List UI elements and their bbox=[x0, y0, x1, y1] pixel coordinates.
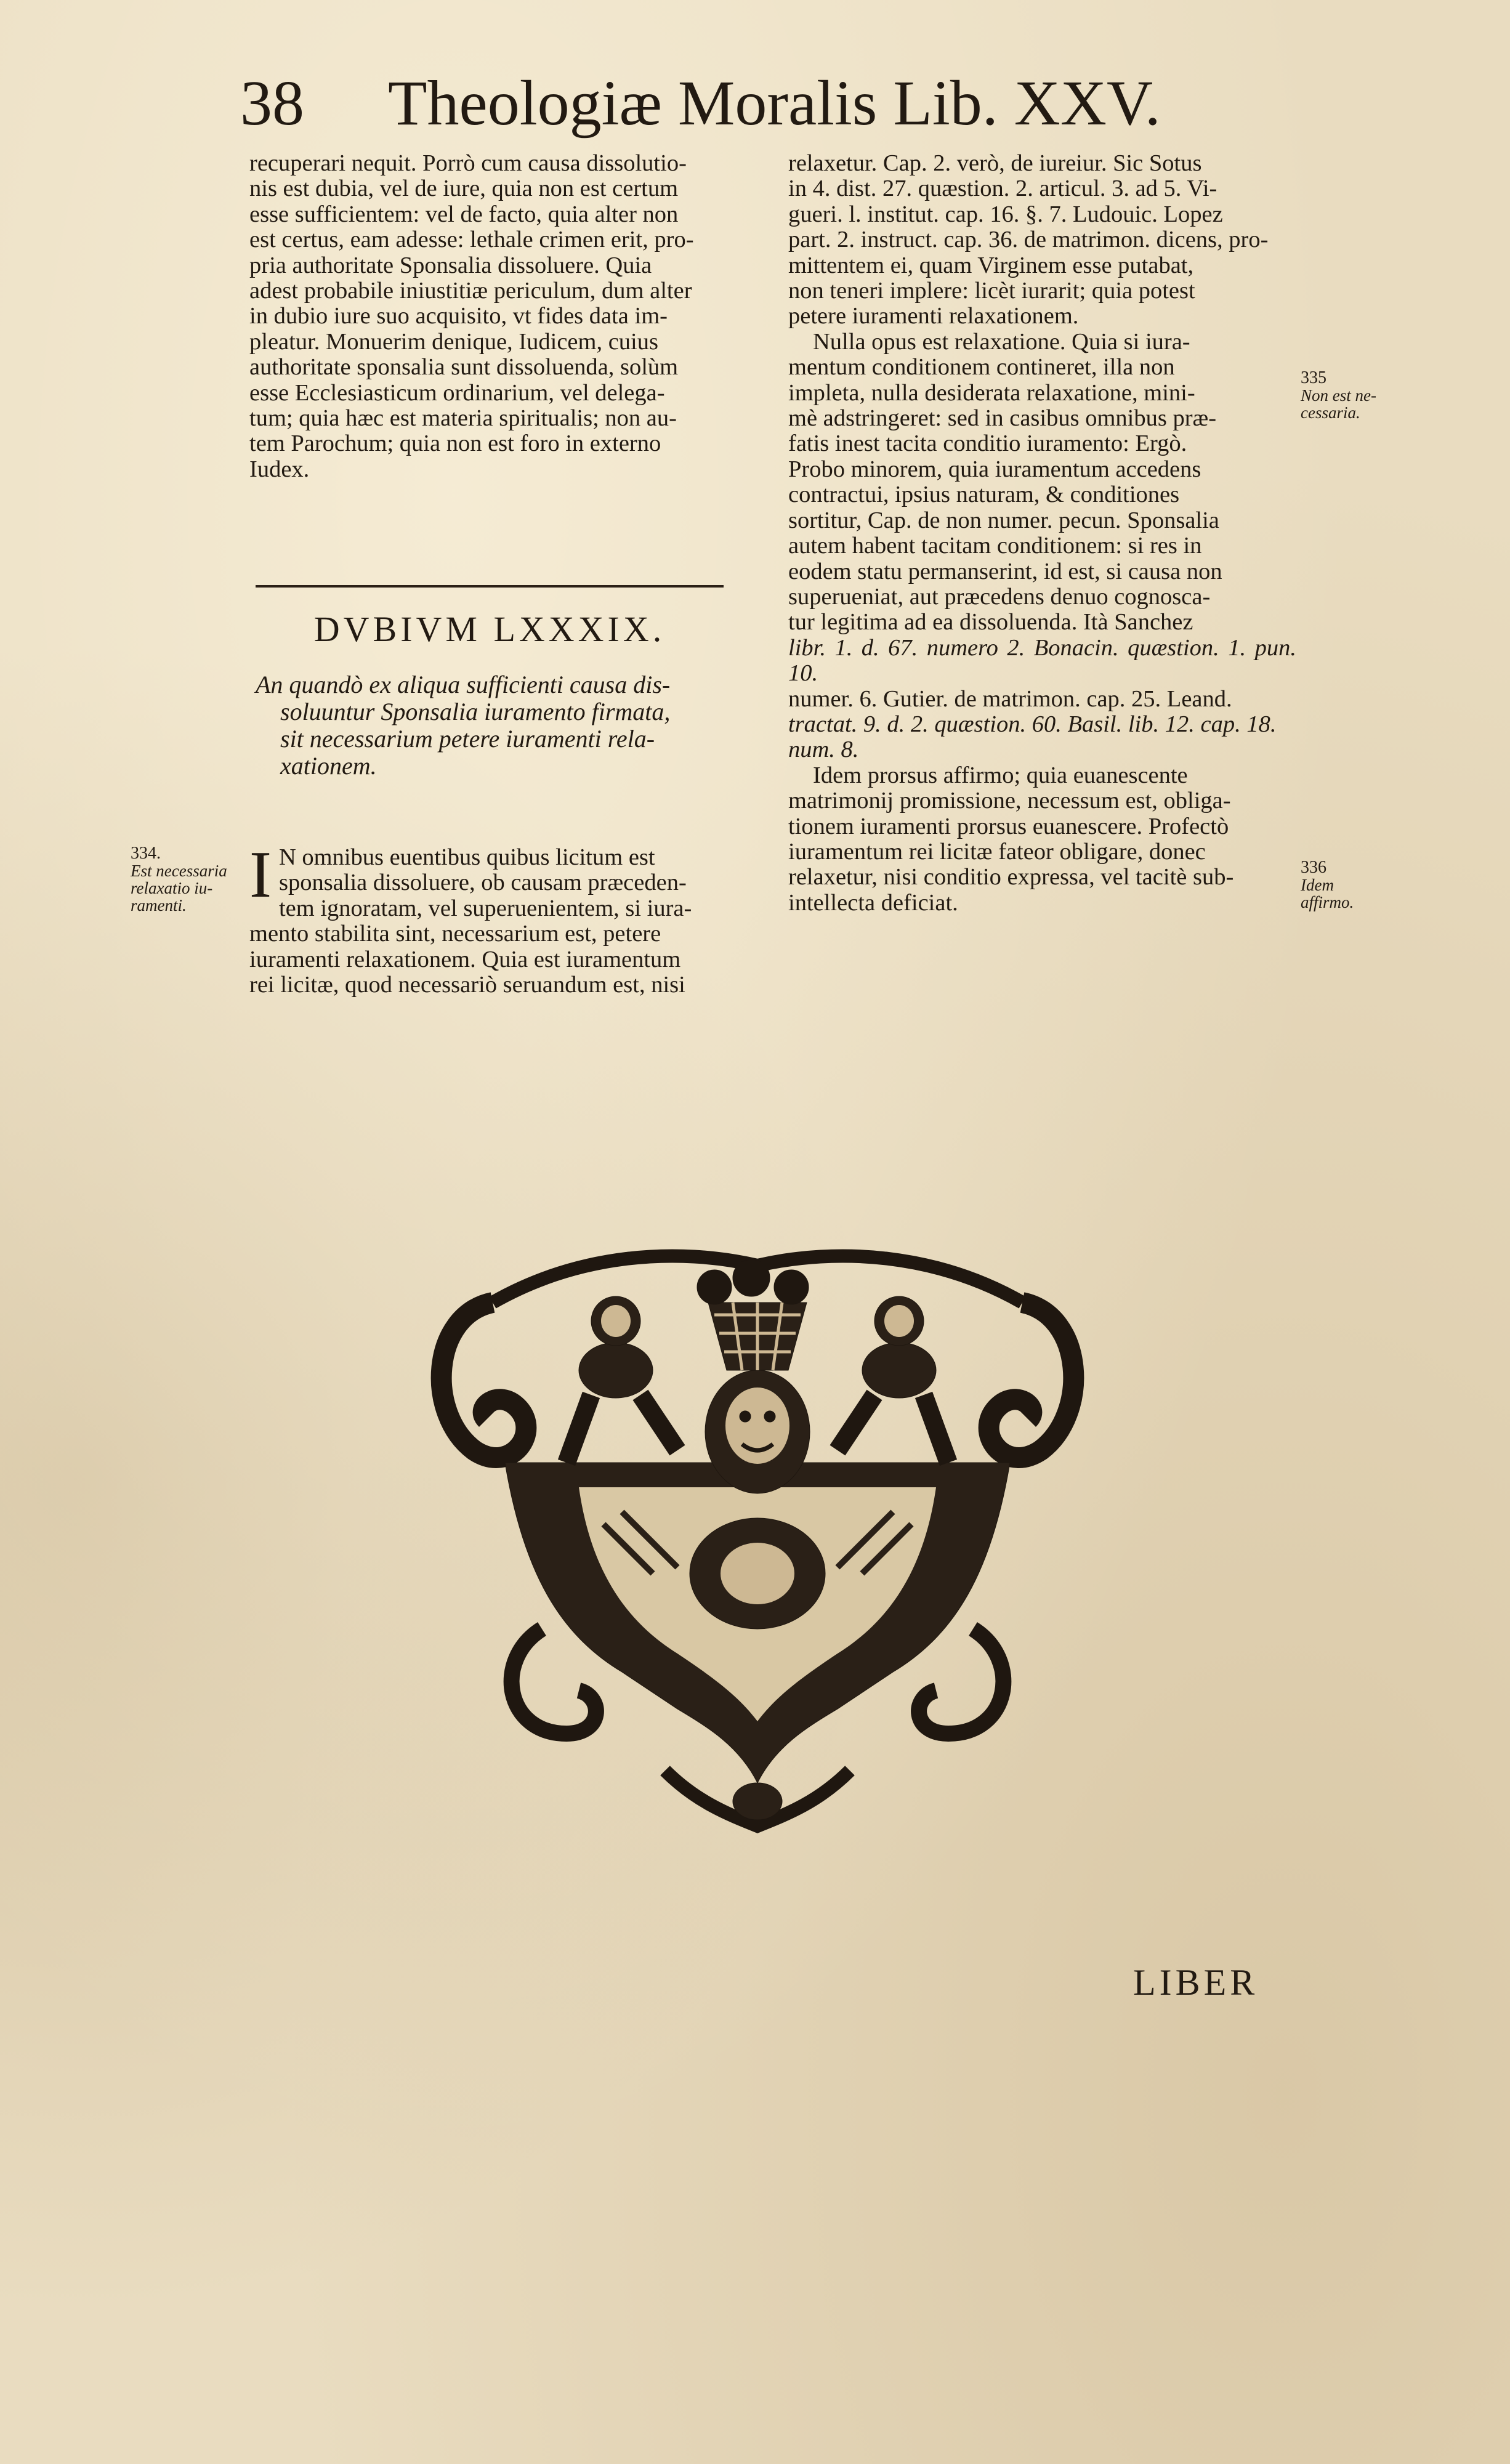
text-line: tem ignoratam, vel superuenientem, si iura- bbox=[278, 895, 692, 921]
text-line: Probo minorem, quia iuramentum accedens bbox=[788, 456, 1201, 482]
text-line: tractat. 9. d. 2. quæstion. 60. Basil. lib. 12. cap. 18. bbox=[788, 711, 1277, 737]
text-line: gueri. l. institut. cap. 16. §. 7. Ludouic. Lopez bbox=[788, 201, 1223, 227]
page-header bbox=[240, 68, 1287, 148]
text-line: iuramenti relaxationem. Quia est iuramentum bbox=[249, 946, 681, 972]
margin-note-line: Idem affirmo. bbox=[1301, 876, 1354, 911]
catchword: LIBER bbox=[1133, 1962, 1259, 2003]
left-column-lower bbox=[249, 838, 757, 998]
text-line: num. 8. bbox=[788, 737, 859, 763]
left-column-top bbox=[249, 151, 757, 482]
dubium-heading: DVBIVM LXXXIX. bbox=[313, 609, 666, 649]
text-line: iuramentum rei licitæ fateor obligare, donec bbox=[788, 838, 1206, 865]
text-line: matrimonij promissione, necessum est, obliga- bbox=[788, 788, 1231, 814]
text-line: nis est dubia, vel de iure, quia non est certum bbox=[249, 176, 679, 202]
text-line: esse Ecclesiasticum ordinarium, vel delega- bbox=[249, 379, 665, 406]
text-line: relaxetur, nisi conditio expressa, vel tacitè sub- bbox=[788, 864, 1234, 891]
text-line: mè adstringeret: sed in casibus omnibus præ- bbox=[788, 405, 1217, 432]
text-line: petere iuramenti relaxationem. bbox=[788, 303, 1079, 329]
text-line: tionem iuramenti prorsus euanescere. Profectò bbox=[788, 813, 1229, 839]
text-line: mittentem ei, quam Virginem esse putabat, bbox=[788, 252, 1194, 278]
text-line: Idem prorsus affirmo; quia euanescente bbox=[813, 762, 1188, 788]
text-line: tum; quia hæc est materia spiritualis; non au- bbox=[249, 405, 677, 432]
text-line: recuperari nequit. Porrò cum causa dissolutio- bbox=[249, 150, 687, 176]
text-line: est certus, eam adesse: lethale crimen erit, pro- bbox=[249, 227, 694, 253]
margin-note-line: relaxatio iu- bbox=[131, 879, 213, 897]
margin-note-335 bbox=[1301, 370, 1387, 421]
text-line: N omnibus euentibus quibus licitum est bbox=[278, 844, 655, 870]
text-line: pleatur. Monuerim denique, Iudicem, cuius bbox=[249, 328, 658, 355]
text-line: esse sufficientem: vel de facto, quia alter non bbox=[249, 201, 679, 227]
right-column bbox=[788, 151, 1296, 916]
text-line: mento stabilita sint, necessarium est, petere bbox=[249, 921, 661, 947]
dubium-question bbox=[256, 671, 742, 780]
text-line: intellecta deficiat. bbox=[788, 889, 958, 916]
text-line: in 4. dist. 27. quæstion. 2. articul. 3. ad 5. Vi- bbox=[788, 176, 1217, 202]
margin-note-number: 335 bbox=[1301, 368, 1326, 387]
margin-note-334 bbox=[131, 845, 254, 914]
text-line: Nulla opus est relaxatione. Quia si iura- bbox=[813, 328, 1190, 355]
margin-note-line: Non est ne- bbox=[1301, 386, 1376, 405]
text-line: pria authoritate Sponsalia dissoluere. Quia bbox=[249, 252, 652, 278]
text-line: tur legitima ad ea dissoluenda. Ità Sanchez bbox=[788, 609, 1193, 636]
margin-note-336 bbox=[1301, 859, 1387, 911]
question-line: sit necessarium petere iuramenti rela- bbox=[280, 725, 655, 753]
text-line: impleta, nulla desiderata relaxatione, mini- bbox=[788, 379, 1195, 406]
text-line: authoritate sponsalia sunt dissoluenda, solùm bbox=[249, 354, 679, 381]
text-line: part. 2. instruct. cap. 36. de matrimon. dicens, pro- bbox=[788, 227, 1269, 253]
text-line: fatis inest tacita conditio iuramento: Ergò. bbox=[788, 430, 1187, 457]
text-line: eodem statu permanserint, id est, si causa non bbox=[788, 558, 1222, 584]
section-rule bbox=[256, 585, 724, 588]
drop-cap: I bbox=[249, 838, 272, 911]
text-line: non teneri implere: licèt iurarit; quia potest bbox=[788, 278, 1195, 304]
margin-note-number: 334. bbox=[131, 844, 161, 863]
text-line: sponsalia dissoluere, ob causam præceden- bbox=[278, 870, 687, 896]
text-line: relaxetur. Cap. 2. verò, de iureiur. Sic Sotus bbox=[788, 150, 1202, 176]
running-title: Theologiæ Moralis Lib. XXV. bbox=[388, 68, 1161, 139]
margin-note-line: Est necessaria bbox=[131, 862, 227, 880]
woodcut-ornament-icon bbox=[419, 1229, 1096, 1838]
page-number: 38 bbox=[240, 68, 304, 139]
text-line: rei licitæ, quod necessariò seruandum est, nisi bbox=[249, 972, 685, 998]
text-line: tem Parochum; quia non est foro in externo bbox=[249, 430, 661, 457]
text-line: mentum conditionem contineret, illa non bbox=[788, 354, 1175, 381]
margin-note-number: 336 bbox=[1301, 858, 1326, 877]
text-line: libr. 1. d. 67. numero 2. Bonacin. quæstion. 1. pun. 10. bbox=[788, 634, 1296, 687]
margin-note-line: cessaria. bbox=[1301, 403, 1360, 422]
text-line: superueniat, aut præcedens denuo cognosca- bbox=[788, 583, 1211, 610]
question-line: xationem. bbox=[280, 752, 377, 780]
question-line: soluuntur Sponsalia iuramento firmata, bbox=[280, 698, 671, 725]
text-line: autem habent tacitam conditionem: si res in bbox=[788, 533, 1202, 559]
text-line: in dubio iure suo acquisito, vt fides data im- bbox=[249, 303, 668, 329]
text-line: adest probabile iniustitiæ periculum, dum alter bbox=[249, 278, 692, 304]
question-line: An quandò ex aliqua sufficienti causa dis- bbox=[256, 671, 671, 698]
text-line: Iudex. bbox=[249, 456, 310, 482]
text-line: sortitur, Cap. de non numer. pecun. Sponsalia bbox=[788, 507, 1219, 533]
text-line: contractui, ipsius naturam, & conditiones bbox=[788, 482, 1180, 508]
text-line: numer. 6. Gutier. de matrimon. cap. 25. Leand. bbox=[788, 685, 1232, 712]
margin-note-line: ramenti. bbox=[131, 896, 187, 915]
